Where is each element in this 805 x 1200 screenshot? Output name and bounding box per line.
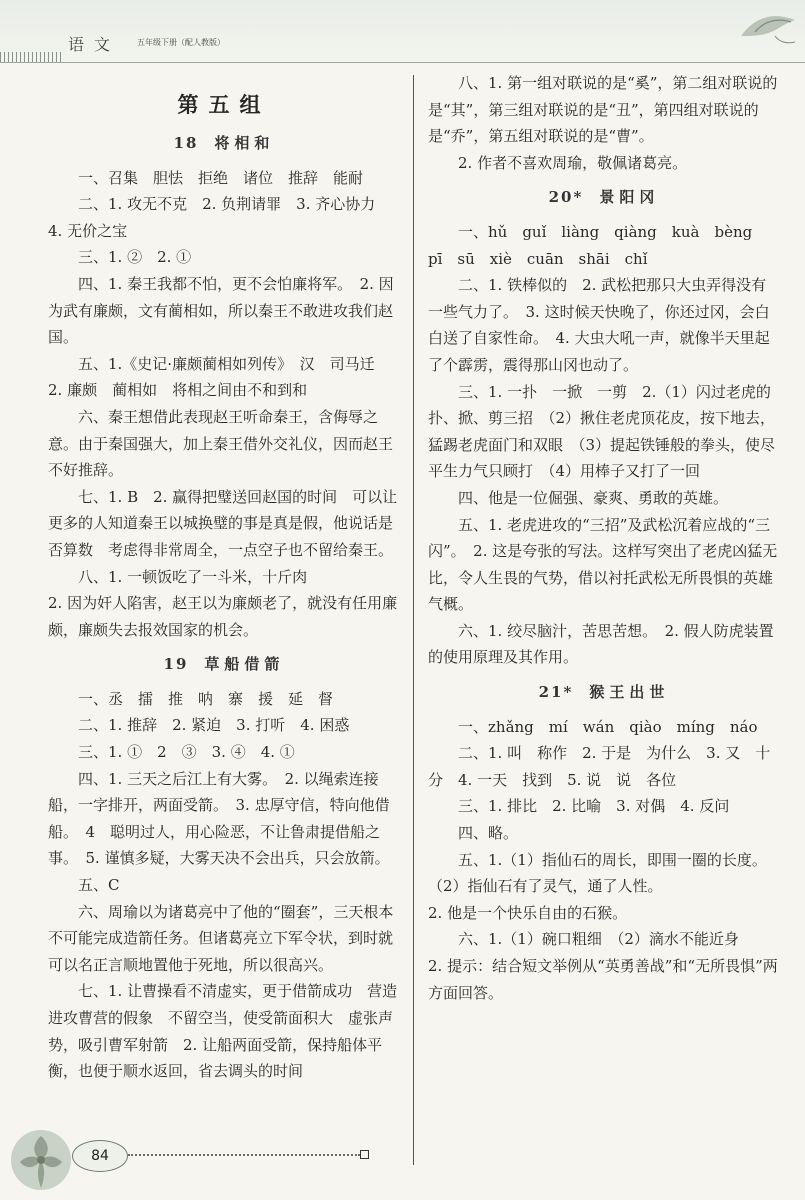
flower-decoration-icon [735, 6, 799, 50]
answer-line: 六、1. 绞尽脑汁，苦思苦想。 2. 假人防虎装置的使用原理及其作用。 [428, 621, 774, 667]
lesson-21-title: 21* 猴王出世 [538, 683, 670, 702]
answer-line: 二、1. 叫 称作 2. 于是 为什么 3. 又 十分 4. 一天 找到 5. 说 说 各位 [428, 744, 771, 789]
answer-line: 七、1. 让曹操看不清虚实，更于借箭成功 营造进攻曹营的假象 不留空当，使受箭面积大 虚张声势，吸引曹军射箭 2. 让船两面受箭，保持船体平衡，也便于顺水返回，省去调头的时间 [48, 982, 398, 1081]
flower-decoration-icon [6, 1118, 76, 1196]
group-title: 第五组 [177, 92, 271, 117]
answer-line: 一、召集 胆怯 拒绝 诸位 推辞 能耐 [78, 168, 364, 187]
header-tick-marks [0, 52, 64, 62]
page-header [0, 0, 805, 63]
column-divider [413, 75, 414, 1165]
answer-line: 五、1.（1）指仙石的周长，即围一圈的长度。 （2）指仙石有了灵气，通了人性。 [428, 850, 775, 896]
footer-square-marker [360, 1150, 369, 1159]
lesson-20-title: 20* 景阳冈 [548, 188, 660, 207]
page-number: 84 [72, 1140, 128, 1172]
answer-line: 2. 因为奸人陷害，赵王以为廉颇老了，就没有任用廉颇，廉颇失去报效国家的机会。 [48, 594, 398, 639]
answer-line: 三、1. 一扑 一掀 一剪 2.（1）闪过老虎的扑、掀、剪三招 （2）揪住老虎顶花皮，按下地去，猛踢老虎面门和双眼 （3）提起铁锤般的拳头，使尽平生力气只顾打 （4）用棒子又打了一回 [428, 382, 776, 481]
answer-line: 八、1. 一顿饭吃了一斗米，十斤肉 [78, 567, 308, 586]
header-subject: 语文 [68, 35, 121, 54]
footer-dotted-line [128, 1154, 360, 1156]
answer-line: 八、1. 第一组对联说的是“奚”，第二组对联说的是“其”，第三组对联说的是“丑”，第四组对联说的是“乔”，第五组对联说的是“曹”。 [428, 74, 778, 146]
answer-line: 四、略。 [458, 824, 519, 843]
right-column [428, 70, 780, 1006]
answer-line: 二、1. 攻无不克 2. 负荆请罪 3. 齐心协力 4. 无价之宝 [48, 195, 391, 240]
answer-line: 二、1. 推辞 2. 紧迫 3. 打听 4. 困惑 [78, 716, 350, 735]
answer-line: 五、C [78, 876, 120, 895]
answer-line: 三、1. ① 2 ③ 3. ④ 4. ① [78, 743, 295, 762]
answer-line: 一、丞 擂 推 呐 寨 援 延 督 [78, 689, 334, 708]
header-book-name: 五年级下册（配人教版） [137, 38, 225, 47]
answer-line: 五、1. 老虎进攻的“三招”及武松沉着应战的“三闪”。 2. 这是夸张的写法。这样写突出了老虎凶猛无比，令人生畏的气势，借以衬托武松无所畏惧的英雄气概。 [428, 515, 778, 614]
answer-line: 三、1. ② 2. ① [78, 248, 192, 267]
answer-line: 2. 他是一个快乐自由的石猴。 [428, 903, 628, 922]
answer-line: 2. 提示：结合短文举例从“英勇善战”和“无所畏惧”两方面回答。 [428, 957, 778, 1002]
answer-line: 六、1.（1）碗口粗细 （2）滴水不能近身 [458, 930, 739, 949]
lesson-18-title: 18 将相和 [173, 134, 275, 152]
answer-line: 一、zhǎng mí wán qiào míng náo [458, 717, 758, 736]
answer-line: 四、1. 秦王我都不怕，更不会怕廉将军。 2. 因为武有廉颇，文有蔺相如，所以秦王不敢进攻我们赵国。 [48, 274, 394, 347]
answer-line: 四、1. 三天之后江上有大雾。 2. 以绳索连接船，一字排开，两面受箭。 3. 忠厚守信，特向他借船。 4 聪明过人，用心险恶，不让鲁肃提借船之事。 5. 谨慎多疑，大雾天决不会出兵，只会放箭。 [48, 769, 390, 868]
answer-line: 五、1.《史记·廉颇蔺相如列传》 汉 司马迁 2. 廉颇 蔺相如 将相之间由不和到和 [48, 354, 390, 400]
left-column [48, 70, 400, 1085]
answer-line: 二、1. 铁棒似的 2. 武松把那只大虫弄得没有一些气力了。 3. 这时候天快晚了，你还过冈，会白白送了自家性命。 4. 大虫大吼一声，就像半天里起了个霹雳，震得那山冈也动了。 [428, 276, 770, 374]
lesson-19-title: 19 草船借箭 [163, 655, 285, 674]
answer-line: 一、hǔ guǐ liàng qiàng kuà bèng pī sū xiè cuān shāi chǐ [428, 222, 768, 268]
answer-line: 三、1. 排比 2. 比喻 3. 对偶 4. 反问 [458, 797, 730, 816]
answer-line: 2. 作者不喜欢周瑜，敬佩诸葛亮。 [458, 153, 688, 172]
answer-line: 六、周瑜以为诸葛亮中了他的“圈套”，三天根本不可能完成造箭任务。但诸葛亮立下军令状，到时就可以名正言顺地置他于死地，所以很高兴。 [48, 902, 394, 974]
answer-line: 四、他是一位倔强、豪爽、勇敢的英雄。 [458, 488, 729, 507]
answer-line: 七、1. B 2. 赢得把璧送回赵国的时间 可以让更多的人知道秦王以城换璧的事是真是假，他说话是否算数 考虑得非常周全，一点空子也不留给秦王。 [48, 487, 398, 559]
answer-line: 六、秦王想借此表现赵王听命秦王，含侮辱之意。由于秦国强大，加上秦王借外交礼仪，因而赵王不好推辞。 [48, 407, 394, 480]
